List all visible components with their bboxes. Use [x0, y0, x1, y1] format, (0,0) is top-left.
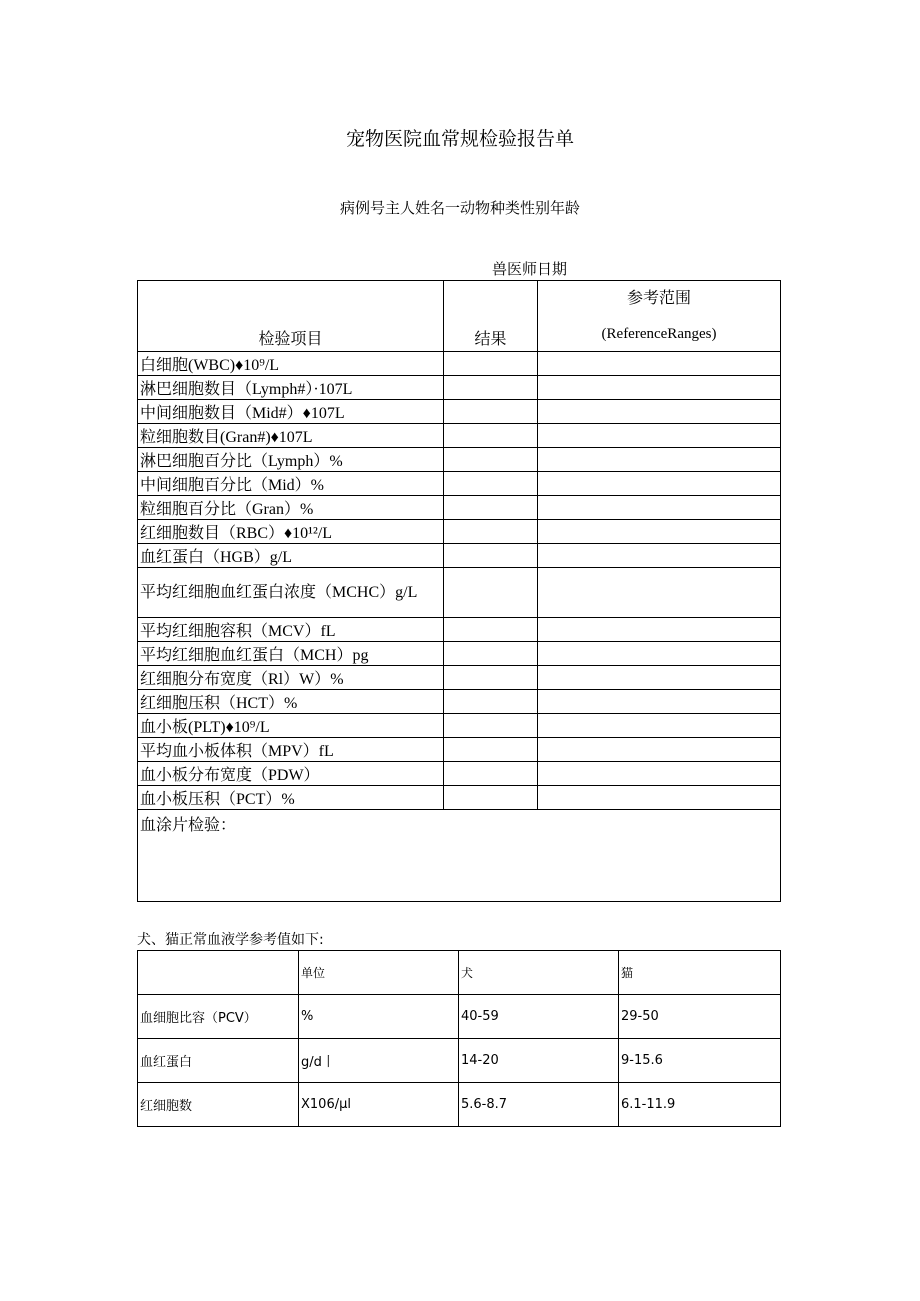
- test-item-name: 平均红细胞血红蛋白浓度（MCHC）g/L: [138, 568, 444, 618]
- reference-note: 犬、猫正常血液学参考值如下:: [137, 932, 324, 948]
- header-result: 结果: [444, 281, 538, 352]
- reference-value: X106/μl: [299, 1083, 459, 1127]
- reference-value: 6.1-11.9: [619, 1083, 781, 1127]
- test-item-name: 粒细胞百分比（Gran）%: [138, 496, 444, 520]
- table-row: [138, 544, 781, 568]
- reference-cell[interactable]: [538, 448, 781, 472]
- result-cell[interactable]: [444, 376, 538, 400]
- reference-cell[interactable]: [538, 568, 781, 618]
- header-reference-cn: 参考范围: [626, 290, 691, 307]
- table-row: [138, 690, 781, 714]
- result-cell[interactable]: [444, 448, 538, 472]
- table-row: [138, 400, 781, 424]
- result-cell[interactable]: [444, 642, 538, 666]
- reference-header-cell: 犬: [459, 951, 619, 995]
- test-item-name: 红细胞分布宽度（Rl）W）%: [138, 666, 444, 690]
- test-item-name: 粒细胞数目(Gran#)♦107L: [138, 424, 444, 448]
- reference-cell[interactable]: [538, 642, 781, 666]
- reference-header-cell: [138, 951, 299, 995]
- reference-value: 14-20: [459, 1039, 619, 1083]
- reference-value: g/d丨: [299, 1039, 459, 1083]
- reference-cell[interactable]: [538, 352, 781, 376]
- test-item-name: 淋巴细胞百分比（Lymph）%: [138, 448, 444, 472]
- result-cell[interactable]: [444, 424, 538, 448]
- test-item-name: 平均红细胞容积（MCV）fL: [138, 618, 444, 642]
- test-item-name: 中间细胞百分比（Mid）%: [138, 472, 444, 496]
- blood-test-table: [137, 280, 781, 902]
- result-cell[interactable]: [444, 472, 538, 496]
- table-row: [138, 496, 781, 520]
- reference-cell[interactable]: [538, 786, 781, 810]
- reference-row: [138, 1083, 781, 1127]
- reference-cell[interactable]: [538, 762, 781, 786]
- reference-cell[interactable]: [538, 714, 781, 738]
- result-cell[interactable]: [444, 520, 538, 544]
- patient-info-line: 病例号主人姓名一动物种类性别年龄: [339, 199, 580, 217]
- result-cell[interactable]: [444, 544, 538, 568]
- reference-cell[interactable]: [538, 376, 781, 400]
- table-row: [138, 520, 781, 544]
- table-row: [138, 352, 781, 376]
- test-item-name: 血小板压积（PCT）%: [138, 786, 444, 810]
- header-reference: [538, 281, 781, 352]
- table-row: [138, 424, 781, 448]
- result-cell[interactable]: [444, 690, 538, 714]
- reference-value: 9-15.6: [619, 1039, 781, 1083]
- reference-parameter: 血红蛋白: [138, 1039, 299, 1083]
- result-cell[interactable]: [444, 496, 538, 520]
- report-title: 宠物医院血常规检验报告单: [345, 128, 574, 150]
- reference-header-cell: 猫: [619, 951, 781, 995]
- smear-exam-field[interactable]: 血涂片检验：: [138, 810, 781, 902]
- test-item-name: 血红蛋白（HGB）g/L: [138, 544, 444, 568]
- reference-row: [138, 1039, 781, 1083]
- reference-parameter: 红细胞数: [138, 1083, 299, 1127]
- header-reference-en: (ReferenceRanges): [601, 326, 717, 342]
- result-cell[interactable]: [444, 714, 538, 738]
- table-header-row: [138, 281, 781, 352]
- reference-value: 5.6-8.7: [459, 1083, 619, 1127]
- table-row: [138, 666, 781, 690]
- reference-parameter: 血细胞比容（PCV）: [138, 995, 299, 1039]
- reference-cell[interactable]: [538, 496, 781, 520]
- table-row: [138, 472, 781, 496]
- table-row: [138, 618, 781, 642]
- reference-cell[interactable]: [538, 618, 781, 642]
- table-row: [138, 448, 781, 472]
- reference-cell[interactable]: [538, 666, 781, 690]
- test-item-name: 淋巴细胞数目（Lymph#）·107L: [138, 376, 444, 400]
- reference-row: [138, 995, 781, 1039]
- test-item-name: 红细胞数目（RBC）♦10¹²/L: [138, 520, 444, 544]
- test-item-name: 中间细胞数目（Mid#）♦107L: [138, 400, 444, 424]
- result-cell[interactable]: [444, 786, 538, 810]
- result-cell[interactable]: [444, 618, 538, 642]
- table-row: [138, 762, 781, 786]
- reference-values-table: [137, 950, 781, 1127]
- result-cell[interactable]: [444, 400, 538, 424]
- test-item-name: 白细胞(WBC)♦10⁹/L: [138, 352, 444, 376]
- result-cell[interactable]: [444, 666, 538, 690]
- table-row: [138, 376, 781, 400]
- table-row: [138, 642, 781, 666]
- reference-cell[interactable]: [538, 544, 781, 568]
- reference-cell[interactable]: [538, 472, 781, 496]
- reference-value: 40-59: [459, 995, 619, 1039]
- reference-header-row: [138, 951, 781, 995]
- table-row: [138, 786, 781, 810]
- table-row: [138, 568, 781, 618]
- vet-date-line: 兽医师日期: [492, 260, 568, 278]
- test-item-name: 血小板分布宽度（PDW）: [138, 762, 444, 786]
- table-row: [138, 738, 781, 762]
- reference-cell[interactable]: [538, 738, 781, 762]
- reference-value: %: [299, 995, 459, 1039]
- test-item-name: 平均血小板体积（MPV）fL: [138, 738, 444, 762]
- test-item-name: 血小板(PLT)♦10⁹/L: [138, 714, 444, 738]
- result-cell[interactable]: [444, 568, 538, 618]
- reference-cell[interactable]: [538, 424, 781, 448]
- result-cell[interactable]: [444, 738, 538, 762]
- header-test-item: 检验项目: [138, 281, 444, 352]
- reference-cell[interactable]: [538, 690, 781, 714]
- smear-row: [138, 810, 781, 902]
- reference-cell[interactable]: [538, 400, 781, 424]
- result-cell[interactable]: [444, 352, 538, 376]
- test-item-name: 红细胞压积（HCT）%: [138, 690, 444, 714]
- table-row: [138, 714, 781, 738]
- result-cell[interactable]: [444, 762, 538, 786]
- reference-value: 29-50: [619, 995, 781, 1039]
- reference-cell[interactable]: [538, 520, 781, 544]
- test-item-name: 平均红细胞血红蛋白（MCH）pg: [138, 642, 444, 666]
- reference-header-cell: 单位: [299, 951, 459, 995]
